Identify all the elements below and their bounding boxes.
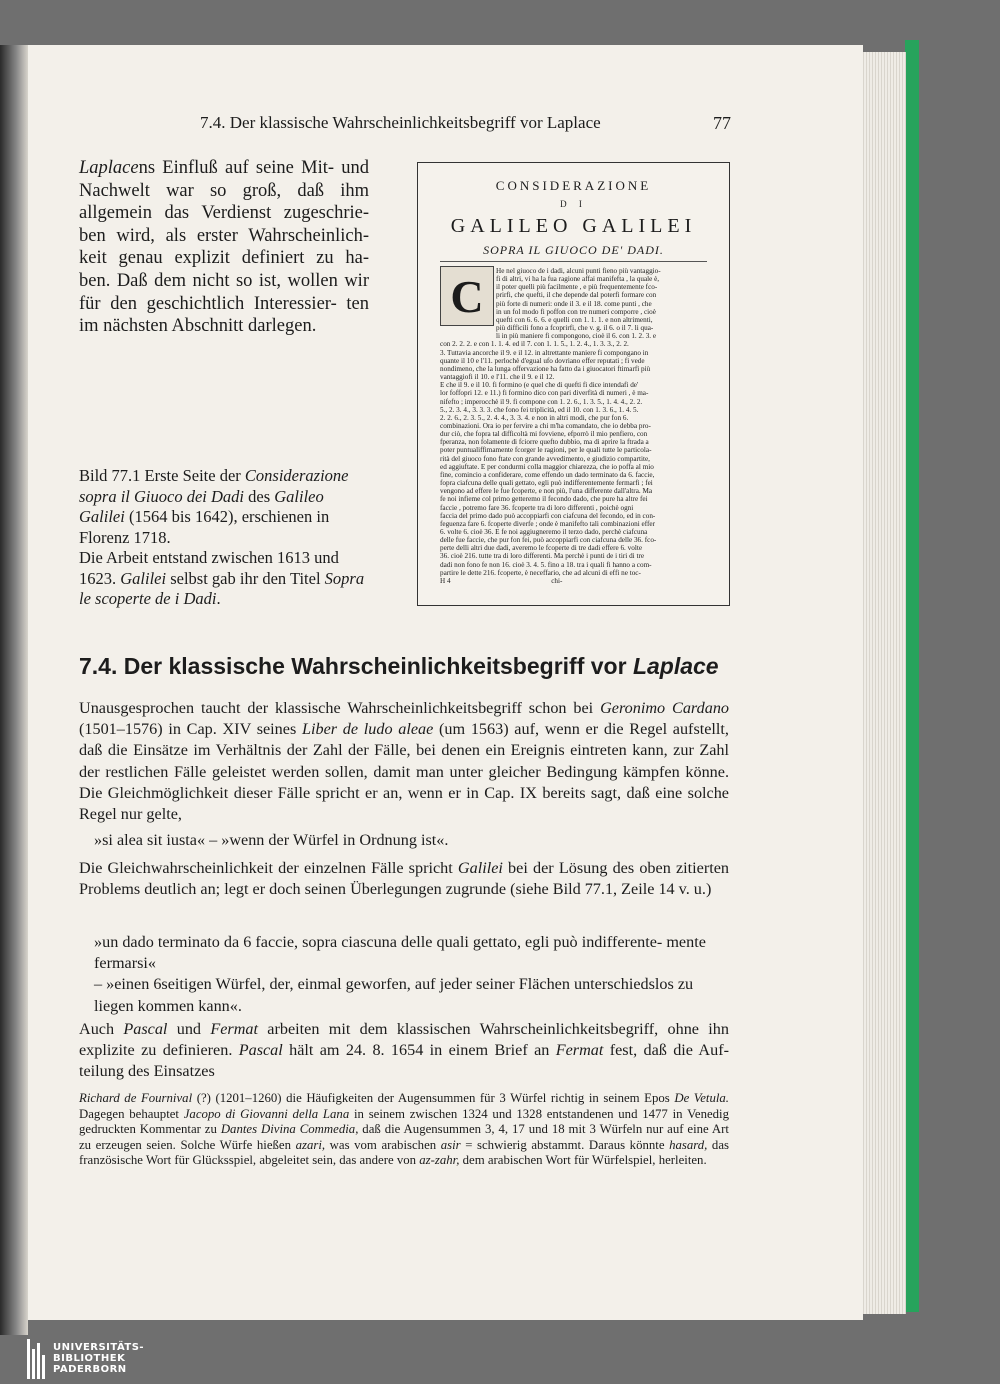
italic-run: De Vetula.	[674, 1091, 729, 1105]
facsimile-title-line1: CONSIDERAZIONE	[495, 178, 652, 193]
facsimile-line: feguenza fare 6. fcoperte diverfe ; onde è manifefto tali combinazioni effer	[440, 519, 655, 528]
text-run: (1501–1576) in Cap. XIV seines	[79, 720, 302, 739]
italic-run: Geronimo Cardano	[600, 699, 730, 717]
caption-text: des	[244, 486, 275, 506]
caption-italic: Considerazione sopra il Giuoco dei Dadi	[79, 466, 349, 506]
facsimile-line: faccia del primo dado può accoppiarfi con ciafcuna del fecondo, ed in con-	[440, 511, 656, 520]
facsimile-line: quante il 10 e l'11. perlochè d'egual ufo dovriano effer reputati ; fi vede	[440, 356, 645, 365]
caption-text: Die Arbeit entstand zwischen 1613 und 1623.	[79, 548, 339, 588]
facsimile-line: faccie , potremo fare 36. fcoperte tra di loro differenti , poichè ogni	[440, 503, 634, 512]
facsimile-line: ed aggiuftate. E per condurmi colla maggior chiarezza, che io poffa al mio	[440, 462, 654, 471]
facsimile-line: nondimeno, che la lunga offervazione ha fatto da i giuocatori ftimarfi più	[440, 364, 651, 373]
facsimile-line: H 4 chi-	[440, 576, 563, 585]
facsimile-line: fi di altri, vi ha la fua ragione affai manifefta , la quale è,	[496, 275, 660, 284]
text-run: in seinem zwischen 1324 und 1328 entstandenen und 1477 in Venedig gedruckten Kommentar zu	[79, 1106, 730, 1137]
facsimile-line: più forte di numeri: onde il 3. e il 18. come punti , che	[496, 299, 652, 308]
facsimile-line: poter puntualiffimamente fcorger le ragioni, per le quali tutte le particola-	[440, 446, 652, 455]
facsimile-line: perte delli altri due dadi, averemo le fcoperte di tre dadi effere 6. volte	[440, 544, 643, 553]
facsimile-line: rità del giuoco fono ftate con grande avvedimento, e giudizio compartite,	[440, 454, 650, 463]
text-run: Auch	[79, 1020, 124, 1038]
logo-line: BIBLIOTHEK	[53, 1353, 126, 1364]
text-run: , daß die Augensummen 3, 4, 17 und 18 mit 3 Würfeln nur auf eine Art zu erzeugen seien. Solche Würfe hießen	[79, 1122, 729, 1152]
caption-italic: Galilei	[120, 568, 167, 588]
italic-run: Fermat	[210, 1020, 258, 1038]
italic-run: Pascal	[123, 1020, 168, 1038]
italic-run: Jacopo di Giovanni della Lana	[183, 1106, 350, 1121]
facsimile-line: vantaggiofi il 10. e l'11. che il 9. e il 12.	[440, 373, 555, 382]
library-logo-icon	[27, 1339, 47, 1379]
caption-italic: Galileo Galilei	[79, 486, 324, 526]
facsimile-title-line4: SOPRA IL GIUOCO DE' DADI.	[483, 243, 664, 257]
logo-line: UNIVERSITÄTS-	[53, 1342, 145, 1353]
facsimile-line: He nel giuoco de i dadi, alcuni punti fieno più vantaggio-	[496, 267, 661, 275]
running-header: 7.4. Der klassische Wahrscheinlichkeitsbegriff vor Laplace	[200, 113, 601, 132]
text-run: was vom arabischen	[325, 1137, 441, 1152]
caption-line2	[79, 548, 369, 610]
facsimile-body	[440, 267, 708, 585]
facsimile-line: con 2. 2. 2. e con 1. 1. 4. ed il 7. con 1. 1. 5., 1. 2. 4., 1. 3. 3., 2. 2.	[440, 340, 629, 349]
text-run: und	[167, 1020, 211, 1038]
library-logo	[27, 1333, 227, 1384]
text-run: hält am 24. 8. 1654 in einem Brief an	[282, 1041, 556, 1060]
intro-text: ns Einfluß auf seine Mit- und Nachwelt war so groß, daß ihm allgemein das Verdienst zugeschrie- ben wird, als erster Wahrscheinlich- keit genau explizit definiert zu ha- ben. Daß dem nicht so ist, wollen wir für den geschichtlich Interessier- ten im nächsten Abschnitt darlegen.	[79, 158, 369, 337]
page-number: 77	[713, 113, 731, 133]
intro-name: Laplace	[79, 158, 139, 178]
facsimile-line: più difficili fono a fcoprirfi, che v. g. il 6. o il 7. li qua-	[496, 324, 654, 333]
text-run: (?) (1201–1260) die Häufigkeiten der Augensummen für 3 Würfel richtig in seinem Epos	[192, 1091, 675, 1105]
facsimile-line: li in più maniere fi compongono, cioè il 6. con 1. 2. 3. e	[496, 332, 657, 341]
library-logo-text	[53, 1342, 144, 1375]
facsimile-line: partire le dette 216. fcoperte, è neceffario, che ad alcuni di effi ne toc-	[440, 568, 641, 577]
caption-italic: Sopra le scoperte de i Dadi	[79, 568, 365, 608]
facsimile-line: lor foffopri 12. e 11.) fi formino dico con pari diverfità di numeri , è ma-	[440, 389, 649, 398]
decorated-initial: C	[440, 266, 494, 326]
text-run: Unausgesprochen taucht der klassische Wahrscheinlichkeitsbegriff schon bei	[79, 699, 601, 717]
text-run: das französische Wort für Glücksspiel, abgeleitet sein, das andere von	[79, 1137, 729, 1168]
intro-paragraph	[79, 157, 369, 338]
footnote	[79, 1091, 729, 1169]
text-run: (um 1563) auf, wenn er die Regel aufstellt, daß die Einsätze im Verhältnis der Zahl der Fälle, bei denen ein Ereignis eintreten kann, zur Zahl der restlichen Fälle geleistet werden sollen, damit man unter gleicher Bedingung kämpfen könne. Die Gleichmöglichkeit dieser Fälle spricht er an, wenn er in Cap. IX bereits sagt, daß eine solche Regel nur gelte,	[79, 720, 729, 824]
quote-text: »un dado terminato da 6 faccie, sopra ciascuna delle quali gettato, egli può indifferente- mente fermarsi«	[94, 933, 706, 973]
text-run: Die Gleichwahrscheinlichkeit der einzelnen Fälle spricht	[79, 859, 458, 877]
text-run: bei der Lösung des oben zitierten Problems deutlich an; legt er doch seinen Überlegungen zugrunde (siehe Bild 77.1, Zeile 14 v. u.)	[79, 859, 729, 899]
caption-text: Bild 77.1 Erste Seite der	[79, 466, 245, 485]
facsimile-line: fe noi infieme col primo getteremo il fecondo dado, che pure ha altre fei	[440, 495, 648, 504]
text-run: arbeiten mit dem klassischen Wahrscheinlichkeitsbegriff, ohne ihn explizite zu definieren.	[79, 1020, 729, 1060]
paragraph-3	[79, 1019, 729, 1083]
text-run: Dagegen behauptet	[79, 1106, 184, 1121]
italic-run: asir	[440, 1137, 461, 1152]
italic-run: Richard de Fournival	[79, 1091, 193, 1105]
facsimile-line: fopra ciafcuna delle quali gettato, egli può indifferentemente fermarfi ; fei	[440, 479, 653, 488]
book-cover-edge	[905, 40, 919, 1312]
facsimile-title-line3: GALILEO GALILEI	[450, 215, 697, 237]
facsimile-rule	[440, 261, 707, 262]
facsimile-line: il poter quelli più facilmente , e più frequentemente fco-	[496, 283, 658, 292]
italic-run: Liber de ludo aleae	[301, 720, 434, 739]
facsimile-line: delle fue faccie, che pur fon fei, può accoppiarfi con ciafcuna delle 36. fco-	[440, 536, 657, 545]
caption-text: (1564 bis 1642), erschienen in Florenz 1718.	[79, 507, 330, 547]
facsimile-title-line2: D I	[560, 199, 587, 209]
text-run: dem arabischen Wort für Würfelspiel, herleiten.	[459, 1153, 707, 1168]
figure-caption	[79, 466, 369, 610]
facsimile-line: 3. Tuttavia ancorche il 9. e il 12. in altrettante maniere fi compongano in	[440, 348, 649, 357]
paragraph-1	[79, 698, 729, 825]
facsimile-figure	[417, 162, 730, 606]
logo-line: PADERBORN	[53, 1364, 127, 1375]
italic-run: Fermat	[555, 1041, 604, 1060]
facsimile-line: nifefto ; imperocchè il 9. fi compone con 1. 2. 6., 1. 3. 5., 1. 4. 4., 2. 2.	[440, 397, 643, 406]
facsimile-line: prirfi, che quefti, il che depende dal poterfi formare con	[496, 291, 657, 300]
italic-run: az-zahr,	[419, 1153, 460, 1168]
caption-line1	[79, 466, 369, 548]
facsimile-line: 5., 2. 3. 4., 3. 3. 3. che fono fei triplicità, ed il 10. con 1. 3. 6., 1. 4. 5.	[440, 405, 639, 414]
section-heading-text: 7.4. Der klassische Wahrscheinlichkeitsbegriff vor	[79, 653, 633, 679]
facsimile-line: combinazioni. Ora io per fervire a chi m'ha comandato, che io debba pro-	[440, 421, 651, 430]
text-run: = schwierig abstammt. Daraus könnte	[460, 1137, 670, 1152]
facsimile-line: in un fol modo fi poffon con tre numeri comporre , cioè	[496, 307, 656, 316]
quote-text: »si alea sit iusta« – »wenn der Würfel in Ordnung ist«.	[94, 831, 449, 849]
italic-run: hasard,	[669, 1137, 708, 1152]
facsimile-line: fperanza, non folamente di fciorre quefto dubbio, ma di aprire la ftrada a	[440, 438, 649, 447]
paragraph-2	[79, 858, 729, 900]
text-run: fest, daß die Auf- teilung des Einsatzes	[79, 1041, 729, 1081]
facsimile-line: fine, comincio a confiderare, come effendo un dado terminato da 6. faccie,	[440, 470, 655, 479]
facsimile-line: 6. volte 6. cioè 36. E fe noi aggiugneremo il terzo dado, perchè ciafcuna	[440, 528, 648, 536]
facsimile-line: dur ciò, che fopra tal difficoltà mi fovviene, efporrò il mio penfiero, con	[440, 430, 648, 439]
section-heading	[79, 653, 719, 680]
italic-run: azari,	[295, 1137, 326, 1152]
facsimile-line: dadi non fono fe non 16. cioè 3. 4. 5. fino a 18. tra i quali fi hanno a com-	[440, 560, 652, 569]
facsimile-line: quefti con 6. 6. 6. e quelli con 1. 1. 1. e non altrimenti,	[496, 315, 653, 324]
quote-text: – »einen 6seitigen Würfel, der, einmal geworfen, auf jeder seiner Flächen unterschiedslos zu liegen kommen kann«.	[94, 975, 694, 1015]
quote-1	[94, 830, 729, 851]
section-heading-italic: Laplace	[632, 653, 719, 679]
facsimile-line: 2. 2. 6., 2. 3. 5., 2. 4. 4., 3. 3. 4. e non in altri modi, che pur fon 6.	[440, 413, 629, 422]
page-stack-edge	[860, 52, 906, 1314]
book-spine-shadow	[0, 45, 28, 1335]
italic-run: Pascal	[238, 1041, 283, 1060]
italic-run: Dantes Divina Commedia	[220, 1122, 356, 1137]
caption-text: .	[216, 589, 221, 608]
italic-run: Galilei	[457, 859, 503, 877]
facsimile-line: E che il 9. e il 10. fi formino (e quel che di quefti fi dice intendafi de'	[440, 381, 639, 390]
caption-text: selbst gab ihr den Titel	[166, 568, 325, 588]
facsimile-line: vengono ad effere le fue fcoperte, e non più, l'una differente dall'altra. Ma	[440, 487, 653, 496]
quote-2	[94, 932, 729, 1017]
facsimile-line: 36. cioè 216. tutte tra di loro differenti. Ma perchè i punti de i tiri di tre	[440, 552, 645, 561]
